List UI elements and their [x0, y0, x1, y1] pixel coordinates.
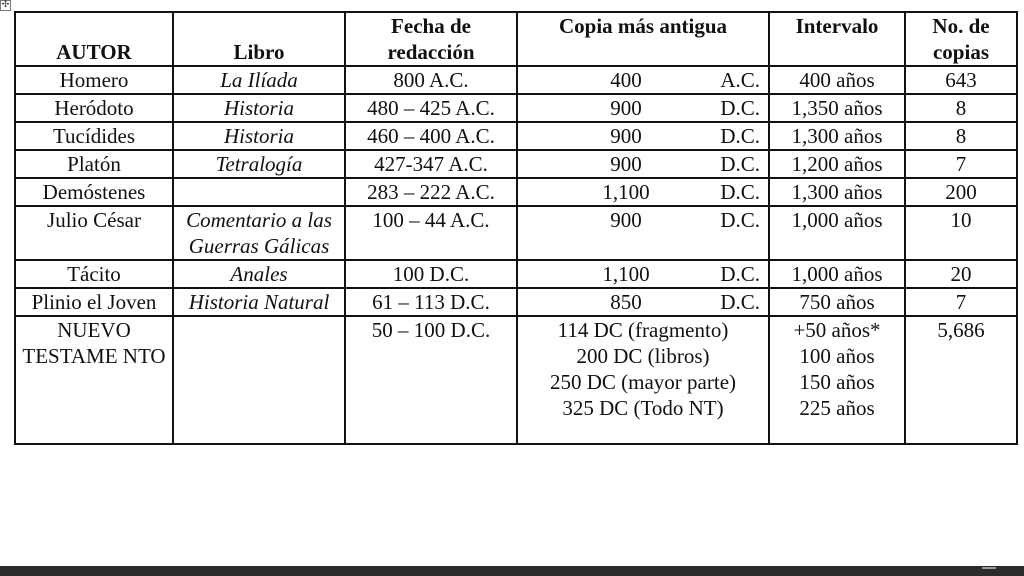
- cell-copia: [517, 178, 769, 206]
- copia-era: D.C.: [720, 96, 760, 120]
- cell-intervalo: 400 años: [769, 66, 905, 94]
- header-intervalo: Intervalo: [769, 12, 905, 66]
- copia-era: D.C.: [720, 152, 760, 176]
- cell-libro: Historia: [173, 122, 345, 150]
- copia-valor: 1,100: [602, 262, 650, 286]
- header-fecha: Fecha de redacción: [345, 12, 517, 66]
- table-row: [15, 150, 1017, 178]
- copia-item: 325 DC (Todo NT): [562, 396, 724, 420]
- cell-fecha: 480 – 425 A.C.: [345, 94, 517, 122]
- cell-autor: Plinio el Joven: [15, 288, 173, 316]
- cell-autor: Demóstenes: [15, 178, 173, 206]
- cell-copia: [517, 122, 769, 150]
- intervalo-item: +50 años*: [793, 318, 881, 342]
- cell-libro: [173, 316, 345, 444]
- copia-item: 200 DC (libros): [576, 344, 710, 368]
- copia-era: D.C.: [720, 180, 760, 204]
- header-row: [15, 12, 1017, 66]
- cell-libro: Tetralogía: [173, 150, 345, 178]
- cell-copias: 10: [905, 206, 1017, 260]
- table-row: [15, 206, 1017, 260]
- copia-valor: 1,100: [602, 180, 650, 204]
- cell-fecha: 283 – 222 A.C.: [345, 178, 517, 206]
- cell-autor: Julio César: [15, 206, 173, 260]
- table-row-nuevo-testamento: [15, 316, 1017, 444]
- table-row: [15, 178, 1017, 206]
- header-libro: Libro: [173, 12, 345, 66]
- cell-libro: Historia Natural: [173, 288, 345, 316]
- cell-intervalo-list: [769, 316, 905, 444]
- cell-copias: 8: [905, 94, 1017, 122]
- cell-intervalo: 1,000 años: [769, 260, 905, 288]
- cell-intervalo: 1,350 años: [769, 94, 905, 122]
- cell-intervalo: 1,000 años: [769, 206, 905, 260]
- cell-copia: [517, 94, 769, 122]
- table-move-handle-icon[interactable]: ✣: [1, 0, 10, 10]
- cell-copia: [517, 150, 769, 178]
- cell-fecha: 100 D.C.: [345, 260, 517, 288]
- copia-era: A.C.: [720, 68, 760, 92]
- copia-valor: 900: [610, 208, 642, 232]
- cell-copia: [517, 288, 769, 316]
- cell-fecha: 61 – 113 D.C.: [345, 288, 517, 316]
- cell-copias: 20: [905, 260, 1017, 288]
- copia-era: D.C.: [720, 290, 760, 314]
- table-row: [15, 288, 1017, 316]
- copia-era: D.C.: [720, 124, 760, 148]
- cell-libro: Historia: [173, 94, 345, 122]
- copia-valor: 850: [610, 290, 642, 314]
- table-body: [15, 66, 1017, 444]
- cell-copias: 5,686: [905, 316, 1017, 444]
- table-row: [15, 260, 1017, 288]
- cell-fecha: 50 – 100 D.C.: [345, 316, 517, 444]
- table-row: [15, 94, 1017, 122]
- copia-era: D.C.: [720, 208, 760, 232]
- cell-fecha: 460 – 400 A.C.: [345, 122, 517, 150]
- cell-libro: Anales: [173, 260, 345, 288]
- copia-valor: 900: [610, 96, 642, 120]
- manuscript-table: [14, 11, 1018, 445]
- cell-libro: La Ilíada: [173, 66, 345, 94]
- cell-copias: 643: [905, 66, 1017, 94]
- cell-intervalo: 750 años: [769, 288, 905, 316]
- header-copias: No. de copias: [905, 12, 1017, 66]
- cell-autor: Tucídides: [15, 122, 173, 150]
- cell-autor: Platón: [15, 150, 173, 178]
- cell-copias: 7: [905, 288, 1017, 316]
- cell-fecha: 100 – 44 A.C.: [345, 206, 517, 260]
- cell-copia-list: [517, 316, 769, 444]
- cell-copia: [517, 206, 769, 260]
- cell-copias: 7: [905, 150, 1017, 178]
- table-row: [15, 122, 1017, 150]
- cell-autor: Heródoto: [15, 94, 173, 122]
- cell-autor: Tácito: [15, 260, 173, 288]
- header-autor: AUTOR: [15, 12, 173, 66]
- table-row: [15, 66, 1017, 94]
- scrollbar-mark: [982, 567, 996, 569]
- intervalo-item: 150 años: [799, 370, 875, 394]
- intervalo-item: 100 años: [799, 344, 875, 368]
- copia-era: D.C.: [720, 262, 760, 286]
- cell-intervalo: 1,200 años: [769, 150, 905, 178]
- header-copia: Copia más antigua: [517, 12, 769, 66]
- cell-fecha: 800 A.C.: [345, 66, 517, 94]
- cell-intervalo: 1,300 años: [769, 178, 905, 206]
- bottom-scrollbar[interactable]: [0, 566, 1024, 576]
- cell-autor: Homero: [15, 66, 173, 94]
- cell-copias: 200: [905, 178, 1017, 206]
- cell-autor: NUEVO TESTAME NTO: [15, 316, 173, 444]
- copia-valor: 900: [610, 152, 642, 176]
- intervalo-item: 225 años: [799, 396, 875, 420]
- cell-intervalo: 1,300 años: [769, 122, 905, 150]
- copia-item: 250 DC (mayor parte): [549, 370, 737, 394]
- cell-copia: [517, 66, 769, 94]
- table-header: [15, 12, 1017, 66]
- cell-libro: Comentario a las Guerras Gálicas: [173, 206, 345, 260]
- copia-valor: 400: [610, 68, 642, 92]
- cell-copia: [517, 260, 769, 288]
- copia-valor: 900: [610, 124, 642, 148]
- copia-item: 114 DC (fragmento): [557, 318, 729, 342]
- cell-fecha: 427-347 A.C.: [345, 150, 517, 178]
- cell-copias: 8: [905, 122, 1017, 150]
- cell-libro: [173, 178, 345, 206]
